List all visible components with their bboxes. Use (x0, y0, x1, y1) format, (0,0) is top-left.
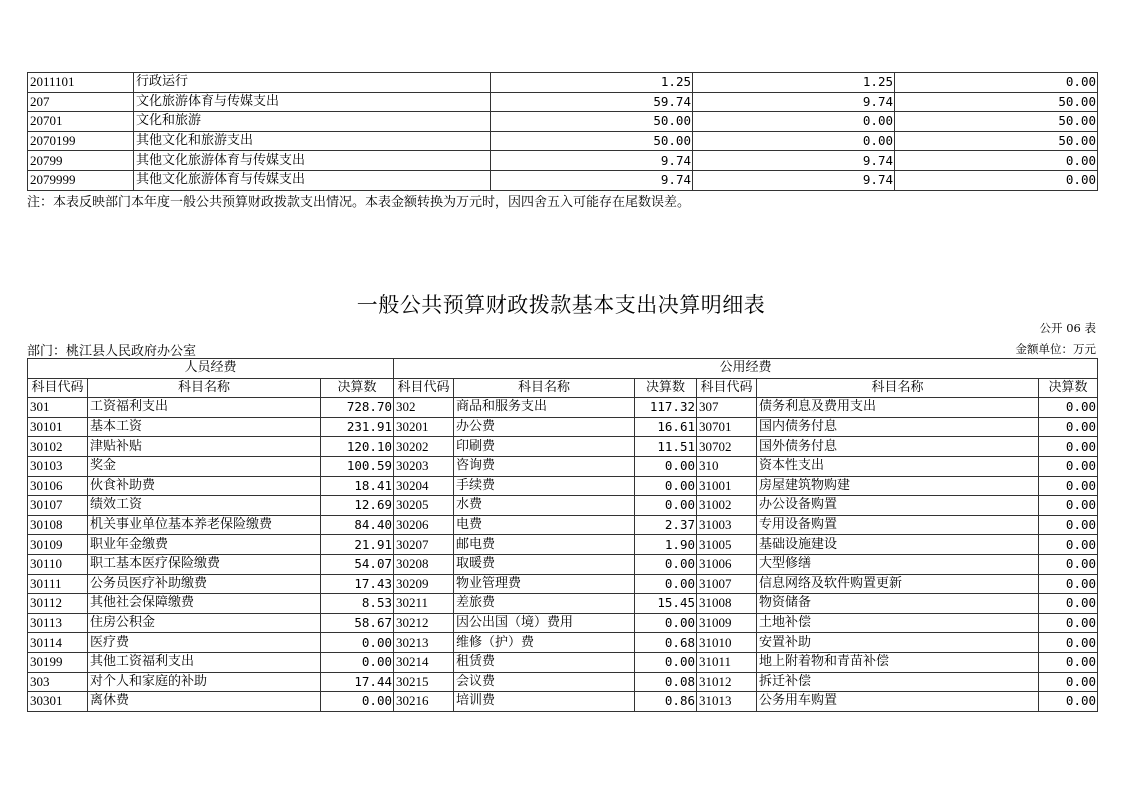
subject-name-cell: 其他社会保障缴费 (88, 594, 321, 614)
amount-cell: 0.00 (1039, 692, 1098, 712)
subject-code-cell: 31008 (697, 594, 757, 614)
amount-cell: 84.40 (321, 515, 394, 535)
subject-code-cell: 30208 (394, 554, 454, 574)
subject-name-cell: 奖金 (88, 456, 321, 476)
amount-cell: 0.00 (693, 131, 895, 151)
table-row (28, 112, 1098, 132)
subject-name-cell: 职业年金缴费 (88, 535, 321, 555)
page-title: 一般公共预算财政拨款基本支出决算明细表 (356, 293, 766, 317)
subject-code-cell: 31005 (697, 535, 757, 555)
amount-cell: 9.74 (693, 151, 895, 171)
subject-name-cell: 拆迁补偿 (757, 672, 1039, 692)
amount-cell: 0.00 (635, 554, 697, 574)
summary-table-body (28, 73, 1098, 191)
amount-cell: 117.32 (635, 398, 697, 418)
subject-code-cell: 20799 (28, 151, 134, 171)
subject-name-cell: 对个人和家庭的补助 (88, 672, 321, 692)
amount-cell: 15.45 (635, 594, 697, 614)
table-row (28, 613, 1098, 633)
amount-cell: 59.74 (491, 92, 693, 112)
amount-cell: 0.68 (635, 633, 697, 653)
subject-code-cell: 30103 (28, 456, 88, 476)
subject-code-cell: 30111 (28, 574, 88, 594)
subject-name-cell: 邮电费 (454, 535, 635, 555)
table-row (28, 437, 1098, 457)
subject-name-cell: 印刷费 (454, 437, 635, 457)
amount-cell: 9.74 (491, 170, 693, 190)
amount-cell: 0.00 (1039, 613, 1098, 633)
amount-cell: 0.00 (895, 73, 1098, 93)
amount-cell: 1.90 (635, 535, 697, 555)
subject-code-cell: 30214 (394, 652, 454, 672)
subject-code-cell: 30106 (28, 476, 88, 496)
subject-name-cell: 水费 (454, 496, 635, 516)
amount-cell: 0.00 (1039, 456, 1098, 476)
subject-name-cell: 其他文化旅游体育与传媒支出 (134, 151, 491, 171)
basic-expenditure-detail-table (27, 358, 1098, 712)
subject-name-cell: 手续费 (454, 476, 635, 496)
subject-name-cell: 商品和服务支出 (454, 398, 635, 418)
table-row (28, 554, 1098, 574)
table-row (28, 633, 1098, 653)
subject-name-cell: 文化和旅游 (134, 112, 491, 132)
subject-code-cell: 301 (28, 398, 88, 418)
amount-cell: 0.00 (895, 151, 1098, 171)
table-row (28, 496, 1098, 516)
amount-cell: 0.00 (1039, 417, 1098, 437)
subject-code-cell: 30114 (28, 633, 88, 653)
subject-name-cell: 培训费 (454, 692, 635, 712)
subject-name-cell: 津贴补贴 (88, 437, 321, 457)
subject-name-cell: 公务用车购置 (757, 692, 1039, 712)
amount-cell: 18.41 (321, 476, 394, 496)
table-note: 注：本表反映部门本年度一般公共预算财政拨款支出情况。本表金额转换为万元时，因四舍五入可能存在尾数误差。 (27, 195, 691, 210)
amount-cell: 0.86 (635, 692, 697, 712)
subject-code-cell: 30215 (394, 672, 454, 692)
subject-code-cell: 31013 (697, 692, 757, 712)
subject-code-cell: 31007 (697, 574, 757, 594)
table-row (28, 672, 1098, 692)
amount-cell: 16.61 (635, 417, 697, 437)
subject-name-cell: 工资福利支出 (88, 398, 321, 418)
column-header-code: 科目代码 (394, 378, 454, 398)
subject-name-cell: 租赁费 (454, 652, 635, 672)
amount-cell: 17.44 (321, 672, 394, 692)
subject-code-cell: 302 (394, 398, 454, 418)
amount-cell: 17.43 (321, 574, 394, 594)
subject-code-cell: 31009 (697, 613, 757, 633)
amount-cell: 0.08 (635, 672, 697, 692)
amount-cell: 0.00 (693, 112, 895, 132)
subject-code-cell: 303 (28, 672, 88, 692)
table-row (28, 417, 1098, 437)
table-row (28, 594, 1098, 614)
subject-code-cell: 30702 (697, 437, 757, 457)
subject-name-cell: 基础设施建设 (757, 535, 1039, 555)
amount-cell: 21.91 (321, 535, 394, 555)
subject-name-cell: 债务利息及费用支出 (757, 398, 1039, 418)
column-header-code: 科目代码 (28, 378, 88, 398)
amount-cell: 0.00 (321, 692, 394, 712)
subject-name-cell: 机关事业单位基本养老保险缴费 (88, 515, 321, 535)
amount-cell: 50.00 (491, 112, 693, 132)
amount-cell: 0.00 (635, 652, 697, 672)
amount-cell: 0.00 (895, 170, 1098, 190)
subject-name-cell: 房屋建筑物购建 (757, 476, 1039, 496)
amount-cell: 100.59 (321, 456, 394, 476)
table-row (28, 456, 1098, 476)
expenditure-summary-table (27, 72, 1098, 191)
detail-table-body (28, 359, 1098, 712)
subject-code-cell: 30203 (394, 456, 454, 476)
table-row (28, 476, 1098, 496)
subject-name-cell: 文化旅游体育与传媒支出 (134, 92, 491, 112)
column-header-amount: 决算数 (1039, 378, 1098, 398)
amount-cell: 0.00 (1039, 672, 1098, 692)
column-header-amount: 决算数 (321, 378, 394, 398)
amount-cell: 9.74 (491, 151, 693, 171)
subject-code-cell: 30206 (394, 515, 454, 535)
column-header-row (28, 378, 1098, 398)
subject-name-cell: 其他文化旅游体育与传媒支出 (134, 170, 491, 190)
subject-code-cell: 30204 (394, 476, 454, 496)
subject-name-cell: 其他文化和旅游支出 (134, 131, 491, 151)
subject-code-cell: 31012 (697, 672, 757, 692)
subject-name-cell: 物业管理费 (454, 574, 635, 594)
subject-code-cell: 30107 (28, 496, 88, 516)
subject-code-cell: 30202 (394, 437, 454, 457)
amount-cell: 0.00 (635, 476, 697, 496)
column-header-name: 科目名称 (454, 378, 635, 398)
table-row (28, 574, 1098, 594)
subject-code-cell: 30205 (394, 496, 454, 516)
subject-name-cell: 维修（护）费 (454, 633, 635, 653)
subject-code-cell: 30113 (28, 613, 88, 633)
subject-code-cell: 31011 (697, 652, 757, 672)
subject-code-cell: 30301 (28, 692, 88, 712)
subject-code-cell: 30108 (28, 515, 88, 535)
subject-code-cell: 30199 (28, 652, 88, 672)
amount-cell: 1.25 (693, 73, 895, 93)
amount-cell: 0.00 (635, 574, 697, 594)
subject-name-cell: 安置补助 (757, 633, 1039, 653)
table-row (28, 398, 1098, 418)
department-label: 部门：桃江县人民政府办公室 (27, 344, 197, 359)
amount-cell: 0.00 (1039, 535, 1098, 555)
subject-code-cell: 30201 (394, 417, 454, 437)
subject-name-cell: 基本工资 (88, 417, 321, 437)
column-header-name: 科目名称 (88, 378, 321, 398)
subject-name-cell: 会议费 (454, 672, 635, 692)
amount-cell: 8.53 (321, 594, 394, 614)
subject-code-cell: 30109 (28, 535, 88, 555)
subject-name-cell: 伙食补助费 (88, 476, 321, 496)
amount-cell: 0.00 (1039, 574, 1098, 594)
subject-code-cell: 30207 (394, 535, 454, 555)
column-header-amount: 决算数 (635, 378, 697, 398)
amount-cell: 0.00 (1039, 594, 1098, 614)
amount-cell: 0.00 (635, 496, 697, 516)
subject-name-cell: 绩效工资 (88, 496, 321, 516)
subject-code-cell: 307 (697, 398, 757, 418)
table-row (28, 170, 1098, 190)
form-number: 公开 06 表 (1039, 321, 1096, 335)
subject-name-cell: 咨询费 (454, 456, 635, 476)
subject-name-cell: 国内债务付息 (757, 417, 1039, 437)
subject-name-cell: 信息网络及软件购置更新 (757, 574, 1039, 594)
subject-name-cell: 因公出国（境）费用 (454, 613, 635, 633)
table-row (28, 151, 1098, 171)
amount-cell: 2.37 (635, 515, 697, 535)
amount-cell: 728.70 (321, 398, 394, 418)
amount-cell: 0.00 (1039, 652, 1098, 672)
subject-code-cell: 20701 (28, 112, 134, 132)
amount-cell: 9.74 (693, 170, 895, 190)
subject-name-cell: 地上附着物和青苗补偿 (757, 652, 1039, 672)
subject-name-cell: 公务员医疗补助缴费 (88, 574, 321, 594)
subject-code-cell: 31010 (697, 633, 757, 653)
table-row (28, 535, 1098, 555)
subject-name-cell: 职工基本医疗保险缴费 (88, 554, 321, 574)
subject-name-cell: 办公设备购置 (757, 496, 1039, 516)
amount-cell: 12.69 (321, 496, 394, 516)
subject-name-cell: 电费 (454, 515, 635, 535)
subject-name-cell: 住房公积金 (88, 613, 321, 633)
subject-name-cell: 医疗费 (88, 633, 321, 653)
amount-cell: 0.00 (1039, 437, 1098, 457)
amount-cell: 1.25 (491, 73, 693, 93)
table-row (28, 131, 1098, 151)
amount-cell: 0.00 (321, 652, 394, 672)
amount-cell: 0.00 (635, 613, 697, 633)
subject-code-cell: 30216 (394, 692, 454, 712)
amount-cell: 0.00 (1039, 496, 1098, 516)
amount-cell: 0.00 (1039, 398, 1098, 418)
amount-cell: 0.00 (1039, 476, 1098, 496)
subject-code-cell: 30110 (28, 554, 88, 574)
subject-code-cell: 207 (28, 92, 134, 112)
amount-cell: 0.00 (1039, 554, 1098, 574)
group-header-row (28, 359, 1098, 379)
amount-cell: 54.07 (321, 554, 394, 574)
subject-name-cell: 大型修缮 (757, 554, 1039, 574)
subject-code-cell: 30211 (394, 594, 454, 614)
subject-code-cell: 31006 (697, 554, 757, 574)
amount-cell: 0.00 (635, 456, 697, 476)
table-row (28, 92, 1098, 112)
subject-name-cell: 取暖费 (454, 554, 635, 574)
subject-code-cell: 30213 (394, 633, 454, 653)
amount-cell: 0.00 (1039, 633, 1098, 653)
table-row (28, 73, 1098, 93)
column-header-name: 科目名称 (757, 378, 1039, 398)
subject-code-cell: 30209 (394, 574, 454, 594)
subject-code-cell: 31003 (697, 515, 757, 535)
subject-code-cell: 2070199 (28, 131, 134, 151)
subject-name-cell: 资本性支出 (757, 456, 1039, 476)
subject-code-cell: 30101 (28, 417, 88, 437)
amount-cell: 50.00 (895, 112, 1098, 132)
subject-code-cell: 31002 (697, 496, 757, 516)
amount-cell: 50.00 (895, 92, 1098, 112)
table-row (28, 692, 1098, 712)
amount-cell: 58.67 (321, 613, 394, 633)
subject-code-cell: 2079999 (28, 170, 134, 190)
subject-code-cell: 2011101 (28, 73, 134, 93)
subject-name-cell: 土地补偿 (757, 613, 1039, 633)
subject-name-cell: 国外债务付息 (757, 437, 1039, 457)
subject-code-cell: 30212 (394, 613, 454, 633)
table-row (28, 515, 1098, 535)
amount-cell: 120.10 (321, 437, 394, 457)
amount-cell: 0.00 (1039, 515, 1098, 535)
subject-code-cell: 310 (697, 456, 757, 476)
subject-code-cell: 30701 (697, 417, 757, 437)
column-header-code: 科目代码 (697, 378, 757, 398)
amount-cell: 9.74 (693, 92, 895, 112)
amount-cell: 50.00 (491, 131, 693, 151)
subject-name-cell: 专用设备购置 (757, 515, 1039, 535)
subject-code-cell: 31001 (697, 476, 757, 496)
subject-name-cell: 物资储备 (757, 594, 1039, 614)
subject-code-cell: 30112 (28, 594, 88, 614)
subject-name-cell: 行政运行 (134, 73, 491, 93)
public-expense-header: 公用经费 (394, 359, 1098, 379)
amount-cell: 50.00 (895, 131, 1098, 151)
personnel-expense-header: 人员经费 (28, 359, 394, 379)
amount-cell: 231.91 (321, 417, 394, 437)
amount-cell: 11.51 (635, 437, 697, 457)
amount-unit-label: 金额单位：万元 (1015, 342, 1096, 356)
subject-name-cell: 办公费 (454, 417, 635, 437)
subject-name-cell: 离休费 (88, 692, 321, 712)
subject-name-cell: 差旅费 (454, 594, 635, 614)
table-row (28, 652, 1098, 672)
subject-name-cell: 其他工资福利支出 (88, 652, 321, 672)
subject-code-cell: 30102 (28, 437, 88, 457)
amount-cell: 0.00 (321, 633, 394, 653)
